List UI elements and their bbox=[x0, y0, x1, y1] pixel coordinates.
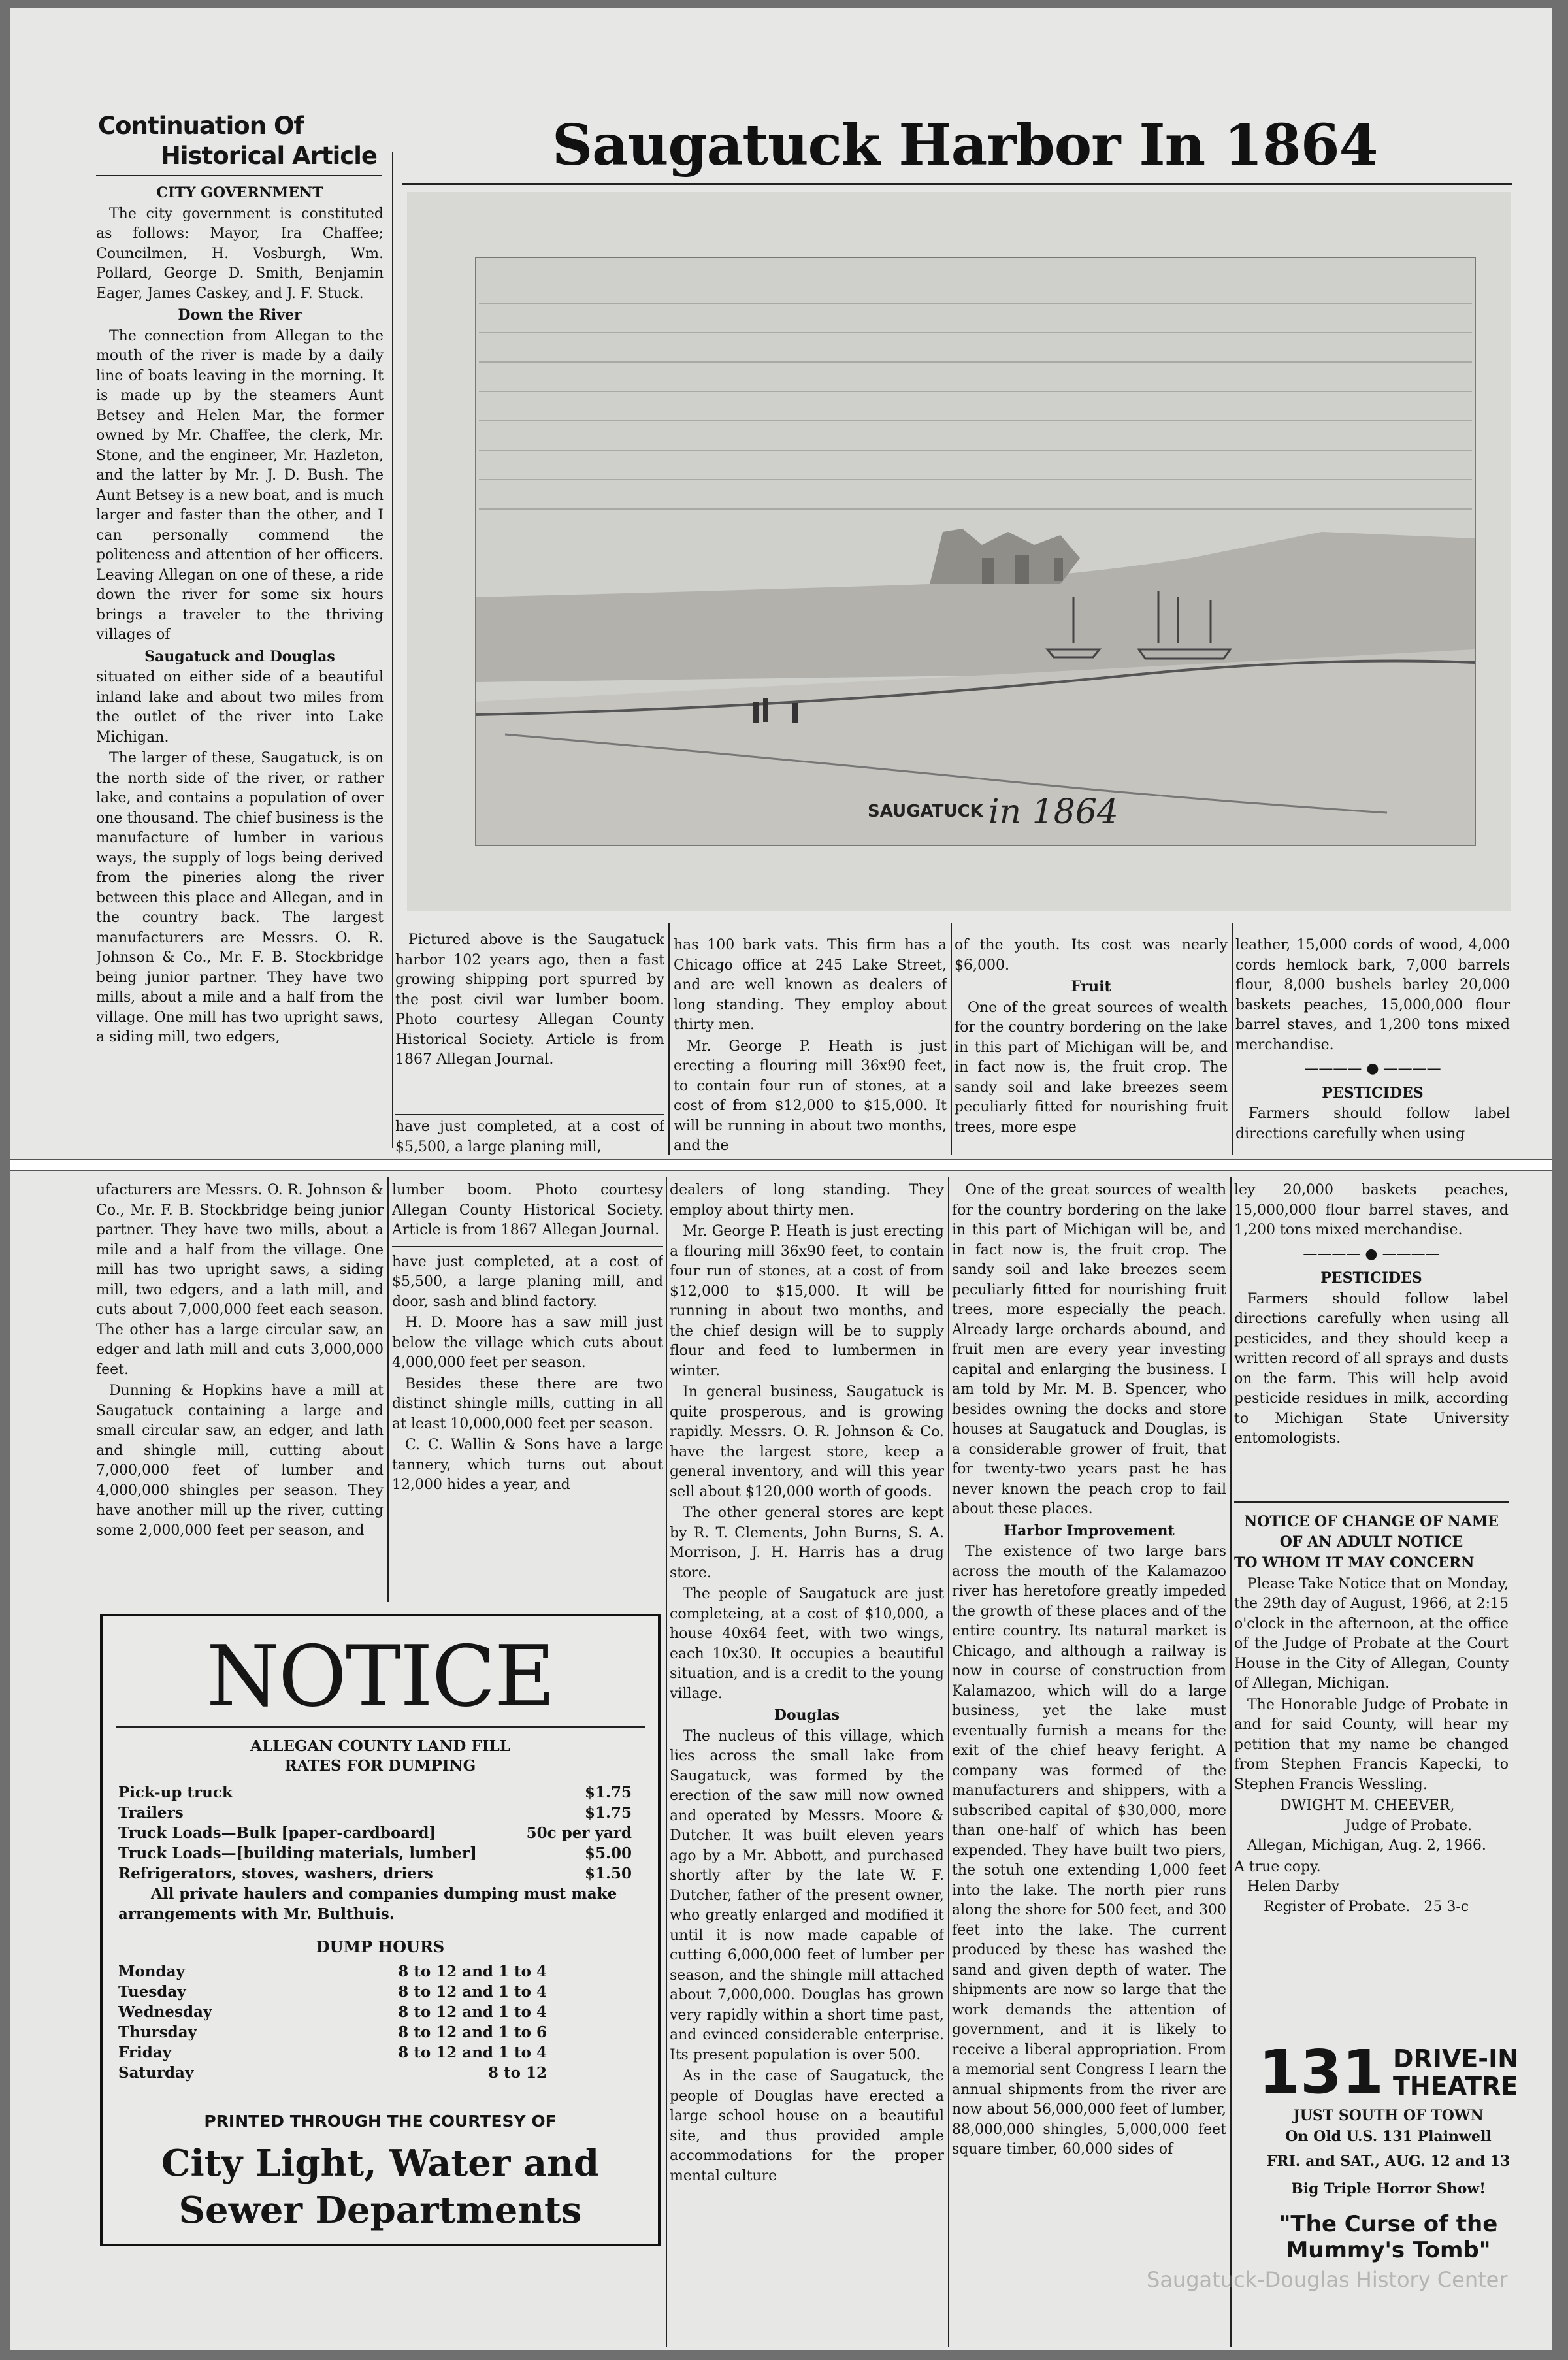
dump-hours-list bbox=[103, 1956, 658, 2083]
ornament-divider: ———— ● ———— bbox=[1303, 1245, 1440, 1262]
paragraph: Besides these there are two distinct shingle mills, cutting in all at least 10,000,000 feet per season. bbox=[392, 1375, 663, 1432]
clipping-fold bbox=[10, 1159, 1552, 1171]
paragraph: The people of Saugatuck are just completeing, at a cost of $10,000, a house 40x64 feet, with two wings, each 10x30. It occupies a beautiful situation, and is a credit to the young village. bbox=[670, 1586, 944, 1702]
hours-row bbox=[118, 1961, 547, 1982]
newspaper-clipping bbox=[10, 8, 1552, 2350]
rate-row bbox=[118, 1823, 632, 1843]
notice-courtesy-line: PRINTED THROUGH THE COURTESY OF bbox=[204, 2112, 557, 2131]
hours-day: Saturday bbox=[118, 2064, 194, 2082]
paragraph: has 100 bark vats. This firm has a Chicago office at 245 Lake Street, and are well known as dealers of long standing. They employ about thirty men. bbox=[674, 937, 947, 1033]
hours-time: 8 to 12 and 1 to 4 bbox=[398, 2044, 547, 2061]
hours-time: 8 to 12 bbox=[488, 2064, 547, 2082]
harbor-illustration bbox=[407, 192, 1511, 911]
hours-row bbox=[118, 2063, 547, 2083]
column-rule bbox=[668, 923, 670, 1155]
continuation-line-2: Historical Article bbox=[160, 142, 377, 170]
hours-time: 8 to 12 and 1 to 6 bbox=[398, 2024, 547, 2041]
legal-notice-copy-name: Helen Darby bbox=[1247, 1878, 1340, 1895]
photo-caption-column bbox=[395, 930, 664, 1084]
drive-in-number: 131 bbox=[1258, 2037, 1384, 2107]
article-column-1 bbox=[96, 182, 384, 1145]
paragraph: lumber boom. Photo courtesy Allegan County Historical Society. Article is from 1867 Allegan Journal. bbox=[392, 1182, 663, 1238]
paragraph: The other general stores are kept by R. T. Clements, John Burns, S. A. Morrison, J. H. Harris has a drug store. bbox=[670, 1505, 944, 1581]
headline: Saugatuck Harbor In 1864 bbox=[552, 112, 1378, 178]
notice-department-line-2: Sewer Departments bbox=[178, 2189, 582, 2232]
drive-in-dates: FRI. and SAT., AUG. 12 and 13 bbox=[1266, 2153, 1511, 2170]
paragraph: situated on either side of a beautiful inland lake and about two miles from the outlet of the river into Lake Michigan. bbox=[96, 669, 384, 746]
hours-row bbox=[118, 1982, 547, 2002]
section-heading-harbor-improvement: Harbor Improvement bbox=[1004, 1522, 1175, 1539]
paragraph: dealers of long standing. They employ about thirty men. bbox=[670, 1182, 944, 1219]
paragraph: The larger of these, Saugatuck, is on the north side of the river, or rather lake, and contains a population of over one thousand. The chief business is the manufacture of lumber in various ways, the supply of logs being derived from the pineries along the river between this place and Allegan, and in the country back. The largest manufacturers are Messrs. O. R. Johnson & Co., Mr. F. B. Stockbridge being junior partner. They have two mills, about a mile and a half from the village. One mill has two upright saws, a siding mill, two edgers, bbox=[96, 750, 384, 1045]
drive-in-name-1: DRIVE-IN bbox=[1393, 2044, 1519, 2073]
column-rule bbox=[1230, 1177, 1232, 2347]
hours-time: 8 to 12 and 1 to 4 bbox=[398, 1963, 547, 1980]
bottom-column-1 bbox=[96, 1181, 384, 1599]
photo-caption-handwritten: in 1864 bbox=[988, 793, 1119, 832]
column-rule bbox=[395, 1114, 664, 1115]
legal-notice-true-copy: A true copy. bbox=[1234, 1858, 1321, 1875]
continuation-rule bbox=[96, 175, 382, 176]
landfill-notice-box bbox=[100, 1614, 661, 2246]
section-heading-pesticides: PESTICIDES bbox=[1320, 1270, 1422, 1287]
paragraph: In general business, Saugatuck is quite prosperous, and is growing rapidly. Messrs. O. R. Johnson & Co. have the largest store, keep a general inventory, and will this year sell about $120,000 worth of goods. bbox=[670, 1384, 944, 1500]
continuation-heading bbox=[98, 111, 382, 171]
drive-in-ad bbox=[1248, 2037, 1529, 2263]
section-heading-down-the-river: Down the River bbox=[178, 306, 302, 323]
paragraph: have just completed, at a cost of $5,500, a large planing mill, bbox=[395, 1119, 664, 1155]
top-column-3 bbox=[674, 936, 947, 1155]
section-heading-saugatuck-douglas: Saugatuck and Douglas bbox=[144, 647, 335, 665]
notice-private-haulers: All private haulers and companies dumping must make arrangements with Mr. Bulthuis. bbox=[118, 1885, 617, 1923]
hours-row bbox=[118, 2022, 547, 2042]
column-rule bbox=[387, 1177, 389, 1602]
continuation-line-1: Continuation Of bbox=[98, 112, 304, 140]
rate-row bbox=[118, 1782, 632, 1803]
column-rule bbox=[948, 1177, 949, 2347]
legal-notice-copy-title: Register of Probate. bbox=[1264, 1898, 1411, 1915]
column-rule bbox=[392, 152, 393, 1148]
legal-notice-heading: NOTICE OF CHANGE OF NAME OF AN ADULT NOTICE bbox=[1244, 1513, 1499, 1550]
notice-subheading-2: RATES FOR DUMPING bbox=[284, 1757, 476, 1775]
watermark: Saugatuck-Douglas History Center bbox=[1147, 2267, 1508, 2292]
paragraph: leather, 15,000 cords of wood, 4,000 cords hemlock bark, 7,000 barrels flour, 8,000 bushels barley 20,000 baskets peaches, 15,000,000 flour barrel staves, and 1,200 tons mixed merchandise. bbox=[1235, 937, 1510, 1053]
top-column-2-tail bbox=[395, 1117, 664, 1156]
section-heading-city-government: CITY GOVERNMENT bbox=[156, 184, 323, 201]
rates-list bbox=[103, 1776, 658, 1924]
paragraph: The existence of two large bars across the mouth of the Kalamazoo river has heretofore greatly impeded the growth of these places and of the entire country. Its natural market is Chicago, and although a railway is now in course of construction from Kalamazoo, which will do a large business, yet the lake must eventually furnish a means for the exit of the chief heavy feright. A company was formed of the manufacturers and shippers, with a subscribed capital of $30,000, more than one-half of which has been expended. They have built two piers, the sotuh one extending 1,000 feet into the lake. The north pier runs along the shore for 500 feet, and 300 feet into the lake. The current produced by these has washed the sand and given depth of water. The shipments are now so large that the work demands the attention of government, and it is likely to receive a liberal appropriation. From a memorial sent Congress I learn the annual shipments from the river are now about 56,000,000 feet of lumber, 88,000,000 shingles, 5,000,000 feet square timber, 60,000 sides of bbox=[952, 1543, 1226, 2157]
legal-notice-salutation: TO WHOM IT MAY CONCERN bbox=[1234, 1554, 1475, 1571]
hours-day: Thursday bbox=[118, 2024, 197, 2041]
paragraph: The nucleus of this village, which lies across the small lake from Saugatuck, was formed by the erection of the saw mill now owned and operated by Messrs. Moore & Dutcher. It was built eleven years ago by a Mr. Abbott, and purchased shortly after by the late W. F. Dutcher, father of the present owner, who greatly enlarged and modified it until it is now made capable of cutting 6,000,000 feet of lumber per season, and the shingle mill attached about 7,000,000. Douglas has grown very rapidly within a short time past, and evinced considerable enterprise. Its present population is over 500. bbox=[670, 1728, 944, 2063]
column-rule bbox=[951, 923, 952, 1155]
paragraph: of the youth. Its cost was nearly $6,000. bbox=[955, 937, 1228, 974]
hours-time: 8 to 12 and 1 to 4 bbox=[398, 2003, 547, 2021]
photo-caption-text: Pictured above is the Saugatuck harbor 102 years ago, then a fast growing shipping port spurred by the post civil war lumber boom. Photo courtesy Allegan County Historical Society. Article is from 1867 Allegan Journal. bbox=[395, 932, 664, 1068]
notice-department-line-1: City Light, Water and bbox=[161, 2142, 600, 2185]
paragraph: Farmers should follow label directions carefully when using all pesticides, and they should keep a written record of all sprays and dusts on the farm. This will help avoid pesticide residues in milk, according to Michigan State University entomologists. bbox=[1234, 1290, 1509, 1447]
legal-notice-reference: 25 3-c bbox=[1424, 1898, 1469, 1915]
rate-item: Truck Loads—Bulk [paper-cardboard] bbox=[118, 1824, 436, 1842]
section-heading-fruit: Fruit bbox=[1071, 978, 1111, 995]
drive-in-film-line-1: "The Curse of the bbox=[1279, 2211, 1498, 2237]
rate-item: Pick-up truck bbox=[118, 1784, 233, 1801]
drive-in-show: Big Triple Horror Show! bbox=[1291, 2180, 1486, 2197]
notice-subheading-1: ALLEGAN COUNTY LAND FILL bbox=[250, 1737, 510, 1755]
legal-notice-rule bbox=[1234, 1501, 1509, 1503]
rate-row bbox=[118, 1803, 632, 1823]
hours-day: Tuesday bbox=[118, 1983, 186, 2001]
bottom-column-3 bbox=[670, 1181, 944, 2347]
rate-price: $1.75 bbox=[584, 1784, 632, 1801]
paragraph: One of the great sources of wealth for the country bordering on the lake in this part of Michigan will be, and in fact now is, the fruit crop. The sandy soil and lake breezes seem peculiarly fitted for nourishing fruit trees, more espe bbox=[955, 999, 1228, 1136]
drive-in-film-line-2: Mummy's Tomb" bbox=[1286, 2237, 1491, 2263]
bottom-column-2 bbox=[392, 1181, 663, 1599]
rate-price: $1.75 bbox=[584, 1804, 632, 1822]
paragraph: have just completed, at a cost of $5,500, a large planing mill, and door, sash and blind factory. bbox=[392, 1253, 663, 1310]
notice-rule bbox=[116, 1726, 645, 1728]
paragraph: As in the case of Saugatuck, the people of Douglas have erected a large school house on a beautiful site, and thus provided ample accommodations for the proper mental culture bbox=[670, 2068, 944, 2184]
legal-notice bbox=[1234, 1511, 1509, 2027]
drive-in-name-2: THEATRE bbox=[1393, 2072, 1518, 2101]
bottom-column-4 bbox=[952, 1181, 1226, 2347]
notice-heading: NOTICE bbox=[206, 1628, 555, 1726]
column-rule bbox=[666, 1177, 667, 2347]
hours-row bbox=[118, 2002, 547, 2022]
rate-price: $5.00 bbox=[584, 1844, 632, 1862]
rate-row bbox=[118, 1843, 632, 1863]
rate-price: $1.50 bbox=[584, 1865, 632, 1882]
photo-caption-print: SAUGATUCK bbox=[868, 802, 983, 821]
drive-in-location-1: JUST SOUTH OF TOWN bbox=[1293, 2107, 1484, 2124]
hours-row bbox=[118, 2042, 547, 2063]
paragraph: Mr. George P. Heath is just erecting a flouring mill 36x90 feet, to contain four run of stones, at a cost of from $12,000 to $15,000. It will be running in about two months, and the bbox=[674, 1038, 947, 1154]
hours-day: Wednesday bbox=[118, 2003, 212, 2021]
paragraph: Dunning & Hopkins have a mill at Saugatuck containing a large and small circular saw, an edger, and lath and shingle mill, cutting about 7,000,000 feet of lumber and 4,000,000 shingles per season. They have another mill up the river, cutting some 2,000,000 feet per season, and bbox=[96, 1383, 384, 1539]
rate-row bbox=[118, 1863, 632, 1884]
section-heading-pesticides: PESTICIDES bbox=[1322, 1084, 1424, 1102]
paragraph: Please Take Notice that on Monday, the 29th day of August, 1966, at 2:15 o'clock in the afternoon, at the office of the Judge of Probate at the Court House in the City of Allegan, County of Allegan, Michigan. bbox=[1234, 1575, 1509, 1692]
headline-rule bbox=[402, 183, 1512, 185]
rate-item: Truck Loads—[building materials, lumber] bbox=[118, 1844, 477, 1862]
hours-day: Monday bbox=[118, 1963, 185, 1980]
bottom-column-5 bbox=[1234, 1181, 1509, 1494]
paragraph: The Honorable Judge of Probate in and for said County, will hear my petition that my name be changed from Stephen Francis Kapecki, to Stephen Francis Wessling. bbox=[1234, 1696, 1509, 1793]
paragraph: The connection from Allegan to the mouth of the river is made by a daily line of boats leaving in the morning. It is made up by the steamers Aunt Betsey and Helen Mar, the former owned by Mr. Chaffee, the clerk, Mr. Stone, and the engineer, Mr. Hazleton, and the latter by Mr. J. D. Bush. The Aunt Betsey is a new boat, and is much larger and faster than the other, and I can personally commend the politeness and attention of her officers. Leaving Allegan on one of these, a ride down the river for some six hours brings a traveler to the thriving villages of bbox=[96, 327, 384, 643]
paragraph: The city government is constituted as follows: Mayor, Ira Chaffee; Councilmen, H. Vosburgh, Wm. Pollard, George D. Smith, Benjamin Eager, James Caskey, and J. F. Stuck. bbox=[96, 205, 384, 302]
dump-hours-heading: DUMP HOURS bbox=[316, 1937, 445, 1956]
paragraph: Farmers should follow label directions carefully when using bbox=[1235, 1106, 1510, 1142]
rate-price: 50c per yard bbox=[526, 1824, 632, 1842]
section-heading-douglas: Douglas bbox=[774, 1707, 840, 1724]
top-column-5 bbox=[1235, 936, 1510, 1155]
hours-time: 8 to 12 and 1 to 4 bbox=[398, 1983, 547, 2001]
rate-item: Refrigerators, stoves, washers, driers bbox=[118, 1865, 433, 1882]
hours-day: Friday bbox=[118, 2044, 172, 2061]
paragraph: Mr. George P. Heath is just erecting a flouring mill 36x90 feet, to contain four run of stones, at a cost of from $12,000 to $15,000. It will be running in about two months, and the chief design will be to supply flour and feed to lumbermen in winter. bbox=[670, 1223, 944, 1379]
rate-item: Trailers bbox=[118, 1804, 184, 1822]
ornament-divider: ———— ● ———— bbox=[1304, 1060, 1441, 1077]
paragraph: C. C. Wallin & Sons have a large tannery, which turns out about 12,000 hides a year, and bbox=[392, 1437, 663, 1493]
column-rule bbox=[392, 1246, 663, 1247]
paragraph: ufacturers are Messrs. O. R. Johnson & Co., Mr. F. B. Stockbridge being junior partner. They have two mills, about a mile and a half from the village. One mill has two upright saws, a siding mill, two edgers, and a lath mill, and cuts about 7,000,000 feet each season. The other has a large circular saw, an edger and lath mill and cuts 3,000,000 feet. bbox=[96, 1182, 384, 1378]
legal-notice-signature: DWIGHT M. CHEEVER, bbox=[1280, 1797, 1455, 1814]
paragraph: ley 20,000 baskets peaches, 15,000,000 flour barrel staves, and 1,200 tons mixed merchandise. bbox=[1234, 1182, 1509, 1238]
top-column-4 bbox=[955, 936, 1228, 1155]
legal-notice-signature-title: Judge of Probate. bbox=[1345, 1817, 1473, 1834]
drive-in-location-2: On Old U.S. 131 Plainwell bbox=[1285, 2128, 1492, 2145]
column-rule bbox=[1232, 923, 1233, 1155]
harbor-engraving-image bbox=[407, 192, 1511, 911]
paragraph: H. D. Moore has a saw mill just below the village which cuts about 4,000,000 feet per season. bbox=[392, 1315, 663, 1371]
paragraph: One of the great sources of wealth for the country bordering on the lake in this part of Michigan will be, and in fact now is, the fruit crop. The sandy soil and lake breezes seem peculiarly fitted for nourishing fruit trees, more especially the peach. Already large orchards abound, and fruit men are every year investing capital and enlarging the business. I am told by Mr. M. B. Spencer, who besides owning the docks and store houses at Saugatuck and Douglas, is a considerable grower of fruit, that for twenty-two years past he has never known the peach crop to fail about these places. bbox=[952, 1182, 1226, 1517]
legal-notice-date: Allegan, Michigan, Aug. 2, 1966. bbox=[1247, 1837, 1486, 1854]
